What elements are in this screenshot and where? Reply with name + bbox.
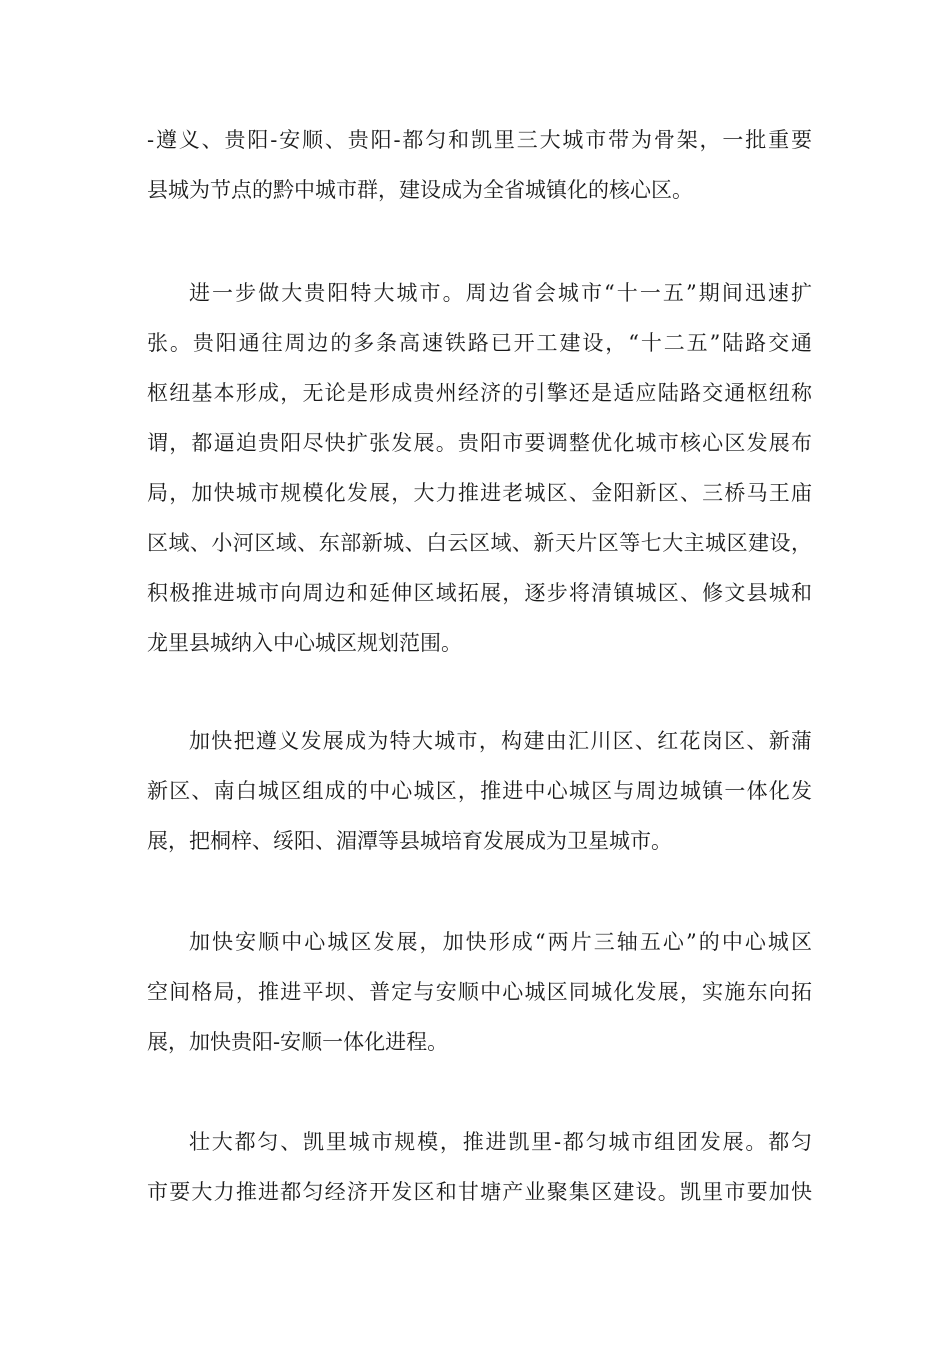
paragraph-3-line-2: 新区、南白城区组成的中心城区，推进中心城区与周边城镇一体化发 xyxy=(147,779,812,803)
paragraph-2-line-6: 区域、小河区域、东部新城、白云区域、新天片区等七大主城区建设， xyxy=(147,531,812,555)
paragraph-1-line-1: -遵义、贵阳-安顺、贵阳-都匀和凯里三大城市带为骨架，一批重要 xyxy=(147,128,812,152)
paragraph-4-line-2: 空间格局，推进平坝、普定与安顺中心城区同城化发展，实施东向拓 xyxy=(147,980,812,1004)
paragraph-1-line-2: 县城为节点的黔中城市群，建设成为全省城镇化的核心区。 xyxy=(147,178,693,202)
paragraph-2-line-1: 进一步做大贵阳特大城市。周边省会城市“十一五”期间迅速扩 xyxy=(189,281,812,305)
paragraph-2-line-5: 局，加快城市规模化发展，大力推进老城区、金阳新区、三桥马王庙 xyxy=(147,481,812,505)
paragraph-3-line-1: 加快把遵义发展成为特大城市，构建由汇川区、红花岗区、新蒲 xyxy=(189,729,812,753)
paragraph-2-line-8: 龙里县城纳入中心城区规划范围。 xyxy=(147,631,462,655)
paragraph-4-line-3: 展，加快贵阳-安顺一体化进程。 xyxy=(147,1030,449,1054)
paragraph-5-line-1: 壮大都匀、凯里城市规模，推进凯里-都匀城市组团发展。都匀 xyxy=(189,1130,812,1154)
paragraph-5-line-2: 市要大力推进都匀经济开发区和甘塘产业聚集区建设。凯里市要加快 xyxy=(147,1180,812,1204)
paragraph-4-line-1: 加快安顺中心城区发展，加快形成“两片三轴五心”的中心城区 xyxy=(189,930,812,954)
paragraph-2-line-2: 张。贵阳通往周边的多条高速铁路已开工建设，“十二五”陆路交通 xyxy=(147,331,812,355)
paragraph-2-line-3: 枢纽基本形成，无论是形成贵州经济的引擎还是适应陆路交通枢纽称 xyxy=(147,381,812,405)
paragraph-2-line-7: 积极推进城市向周边和延伸区域拓展，逐步将清镇城区、修文县城和 xyxy=(147,581,812,605)
paragraph-2-line-4: 谓，都逼迫贵阳尽快扩张发展。贵阳市要调整优化城市核心区发展布 xyxy=(147,431,812,455)
paragraph-3-line-3: 展，把桐梓、绥阳、湄潭等县城培育发展成为卫星城市。 xyxy=(147,829,672,853)
